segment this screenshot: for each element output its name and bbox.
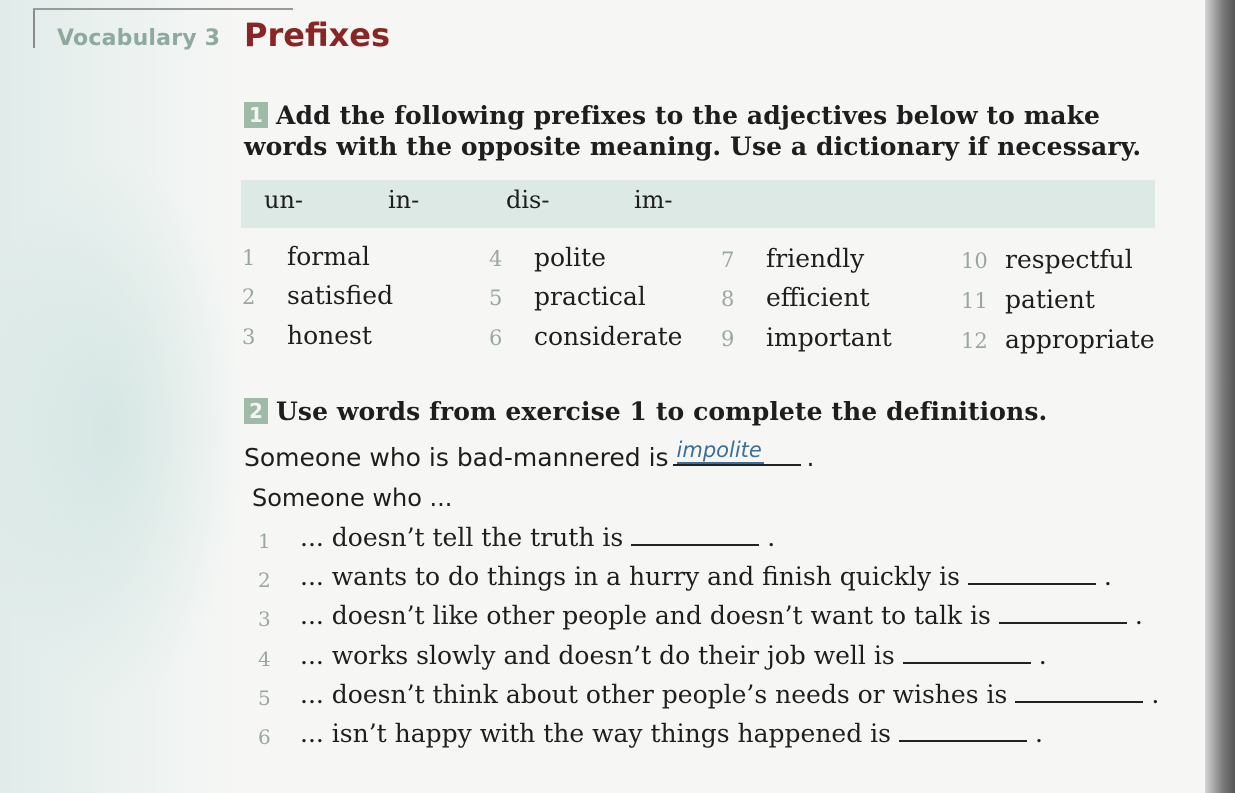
exercise-2-number: 2	[244, 398, 268, 424]
adjective-word: polite	[534, 243, 606, 272]
exercise-1-instruction	[244, 100, 1164, 162]
definition-number: 1	[258, 529, 271, 553]
adjective-word: important	[766, 323, 892, 352]
definition-item	[300, 641, 1047, 670]
answer-blank[interactable]	[903, 644, 1031, 664]
adjective-word: respectful	[1005, 245, 1133, 274]
adjective-number: 1	[242, 246, 256, 270]
section-label: Vocabulary 3	[57, 26, 221, 51]
answer-blank[interactable]	[631, 526, 759, 546]
answer-blank[interactable]	[1015, 683, 1143, 703]
definition-number: 5	[258, 686, 271, 710]
page-title: Prefixes	[244, 16, 391, 54]
adjective-number: 3	[242, 325, 256, 349]
definition-number: 4	[258, 647, 271, 671]
exercise-2-text: Use words from exercise 1 to complete the definitions.	[276, 397, 1048, 426]
answer-blank[interactable]	[968, 565, 1096, 585]
lead-in-text: Someone who ...	[252, 484, 453, 512]
adjective-number: 11	[961, 289, 988, 313]
page-binding-edge	[1205, 0, 1235, 793]
definition-text: ... doesn’t tell the truth is	[300, 523, 624, 552]
prefix-dis: dis-	[506, 186, 550, 214]
adjective-word: formal	[287, 242, 370, 271]
adjective-number: 2	[242, 285, 256, 309]
example-answer-blank	[673, 438, 801, 466]
adjective-number: 5	[489, 286, 503, 310]
adjective-number: 12	[961, 329, 988, 353]
adjective-number: 4	[489, 247, 503, 271]
definition-number: 3	[258, 607, 271, 631]
adjective-number: 7	[721, 248, 735, 272]
definition-item	[300, 680, 1159, 709]
example-period: .	[806, 443, 815, 472]
definition-text: ... doesn’t like other people and doesn’t want to talk is	[300, 601, 991, 630]
definition-period: .	[1038, 641, 1047, 670]
prefix-un: un-	[264, 186, 304, 214]
adjective-number: 6	[489, 326, 503, 350]
definition-period: .	[1103, 562, 1112, 591]
corner-rule-vertical	[33, 8, 35, 48]
definition-period: .	[1035, 719, 1043, 748]
prefix-in: in-	[388, 186, 420, 214]
definition-text: ... doesn’t think about other people’s needs or wishes is	[300, 680, 1008, 709]
definition-item	[300, 719, 1043, 748]
definition-period: .	[767, 523, 776, 552]
example-text: Someone who is bad-mannered is	[244, 443, 669, 472]
exercise-1-text: Add the following prefixes to the adjectives below to make words with the opposite meaning. Use a dictionary if necessary.	[244, 101, 1142, 161]
handwritten-answer: impolite	[676, 438, 762, 462]
corner-rule-horizontal	[33, 8, 293, 10]
definition-text: ... wants to do things in a hurry and finish quickly is	[300, 562, 960, 591]
adjective-word: friendly	[766, 244, 865, 273]
adjective-word: practical	[534, 282, 646, 311]
adjective-word: patient	[1005, 285, 1095, 314]
adjective-word: honest	[287, 321, 372, 350]
answer-blank[interactable]	[999, 604, 1127, 624]
adjective-word: considerate	[534, 322, 683, 351]
exercise-1-number: 1	[244, 102, 268, 128]
example-sentence	[244, 438, 815, 472]
adjective-word: efficient	[766, 283, 870, 312]
adjective-number: 10	[961, 249, 988, 273]
definition-text: ... works slowly and doesn’t do their job well is	[300, 641, 895, 670]
answer-blank[interactable]	[899, 722, 1027, 742]
definition-item	[300, 562, 1112, 591]
definition-number: 6	[258, 725, 271, 749]
definition-period: .	[1151, 680, 1160, 709]
definition-item	[300, 601, 1143, 630]
prefix-box	[241, 180, 1155, 228]
definition-number: 2	[258, 568, 271, 592]
exercise-2-instruction	[244, 396, 1047, 427]
adjective-word: satisfied	[287, 281, 394, 310]
definition-text: ... isn’t happy with the way things happened is	[300, 719, 891, 748]
definition-item	[300, 523, 775, 552]
adjective-number: 8	[721, 287, 735, 311]
adjective-number: 9	[721, 327, 735, 351]
adjective-word: appropriate	[1005, 325, 1155, 354]
definition-period: .	[1134, 601, 1143, 630]
prefix-im: im-	[634, 186, 673, 214]
